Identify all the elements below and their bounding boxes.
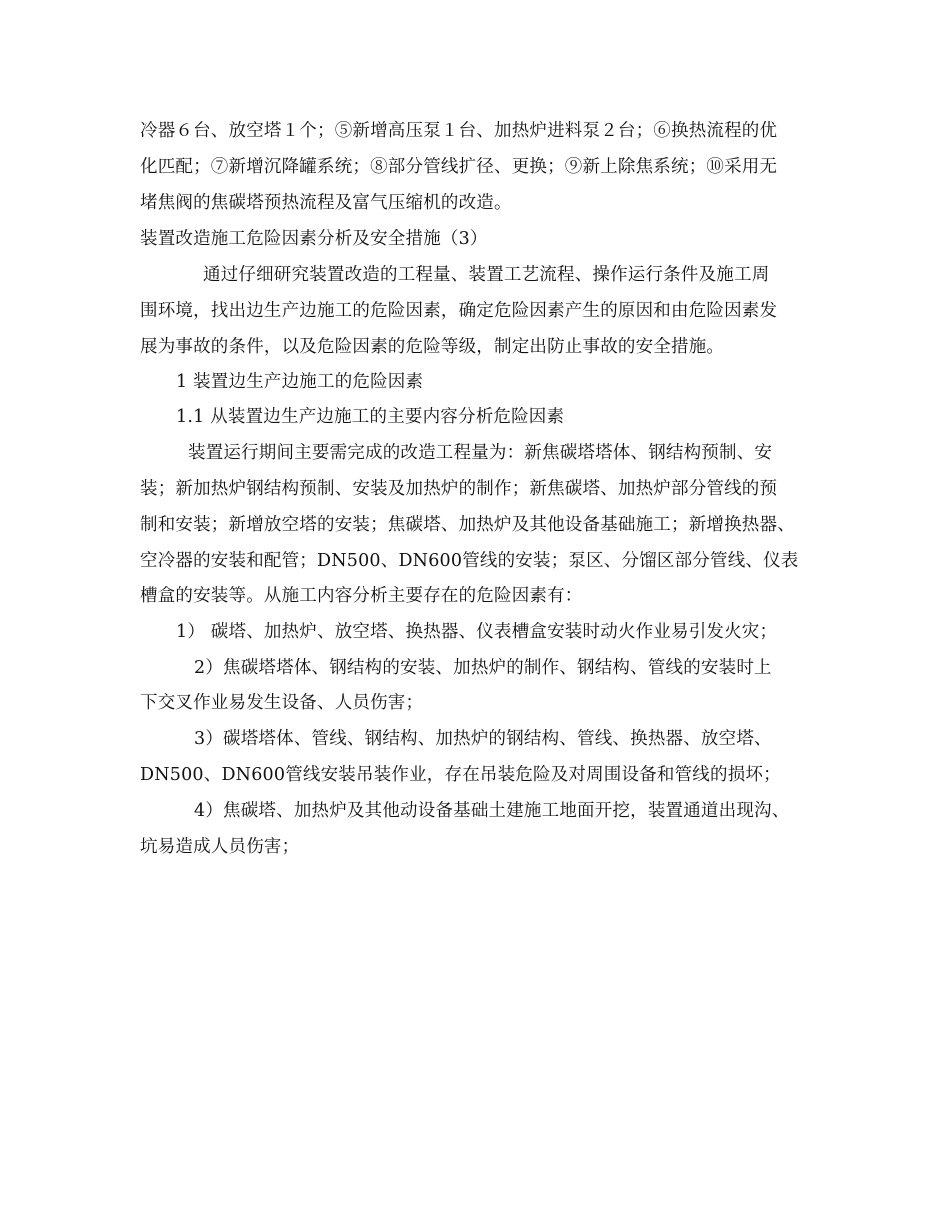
subheading-1-1: 1.1 从装置边生产边施工的主要内容分析危险因素 bbox=[176, 407, 565, 427]
text-line-3: 堵焦阀的焦碳塔预热流程及富气压缩机的改造。 bbox=[140, 193, 512, 213]
list-item-2-cont: 下交叉作业易发生设备、人员伤害； bbox=[140, 693, 424, 713]
list-item-2: 2）焦碳塔塔体、钢结构的安装、加热炉的制作、钢结构、管线的安装时上 bbox=[194, 658, 772, 678]
text-line-13: 空冷器的安装和配管；DN500、DN600管线的安装；泵区、分馏区部分管线、仪表 bbox=[140, 551, 799, 571]
text-line-12: 制和安装；新增放空塔的安装；焦碳塔、加热炉及其他设备基础施工；新增换热器、 bbox=[140, 515, 795, 535]
text-line-10: 装置运行期间主要需完成的改造工程量为：新焦碳塔塔体、钢结构预制、安 bbox=[188, 443, 773, 463]
text-line-7: 展为事故的条件，以及危险因素的危险等级，制定出防止事故的安全措施。 bbox=[140, 337, 725, 357]
text-line-2: 化匹配；⑦新增沉降罐系统；⑧部分管线扩径、更换；⑨新上除焦系统；⑩采用无 bbox=[140, 157, 778, 177]
list-item-1: 1） 碳塔、加热炉、放空塔、换热器、仪表槽盒安装时动火作业易引发火灾； bbox=[176, 622, 778, 642]
list-item-4-cont: 坑易造成人员伤害； bbox=[140, 837, 300, 857]
text-line-6: 围环境，找出边生产边施工的危险因素，确定危险因素产生的原因和由危险因素发 bbox=[140, 301, 778, 321]
text-line-5: 通过仔细研究装置改造的工程量、装置工艺流程、操作运行条件及施工周 bbox=[203, 265, 770, 285]
text-line-11: 装；新加热炉钢结构预制、安装及加热炉的制作；新焦碳塔、加热炉部分管线的预 bbox=[140, 479, 778, 499]
list-item-4: 4）焦碳塔、加热炉及其他动设备基础土建施工地面开挖，装置通道出现沟、 bbox=[194, 801, 790, 821]
section-heading: 装置改造施工危险因素分析及安全措施（3） bbox=[140, 229, 488, 249]
text-line-1: 冷器６台、放空塔１个；⑤新增高压泵１台、加热炉进料泵２台；⑥换热流程的优 bbox=[140, 121, 778, 141]
text-line-14: 槽盒的安装等。从施工内容分析主要存在的危险因素有： bbox=[140, 586, 583, 606]
list-item-3-cont: DN500、DN600管线安装吊装作业，存在吊装危险及对周围设备和管线的损坏； bbox=[140, 765, 781, 785]
list-item-3: 3）碳塔塔体、管线、钢结构、加热炉的钢结构、管线、换热器、放空塔、 bbox=[194, 729, 772, 749]
subheading-1: 1 装置边生产边施工的危险因素 bbox=[176, 372, 424, 392]
